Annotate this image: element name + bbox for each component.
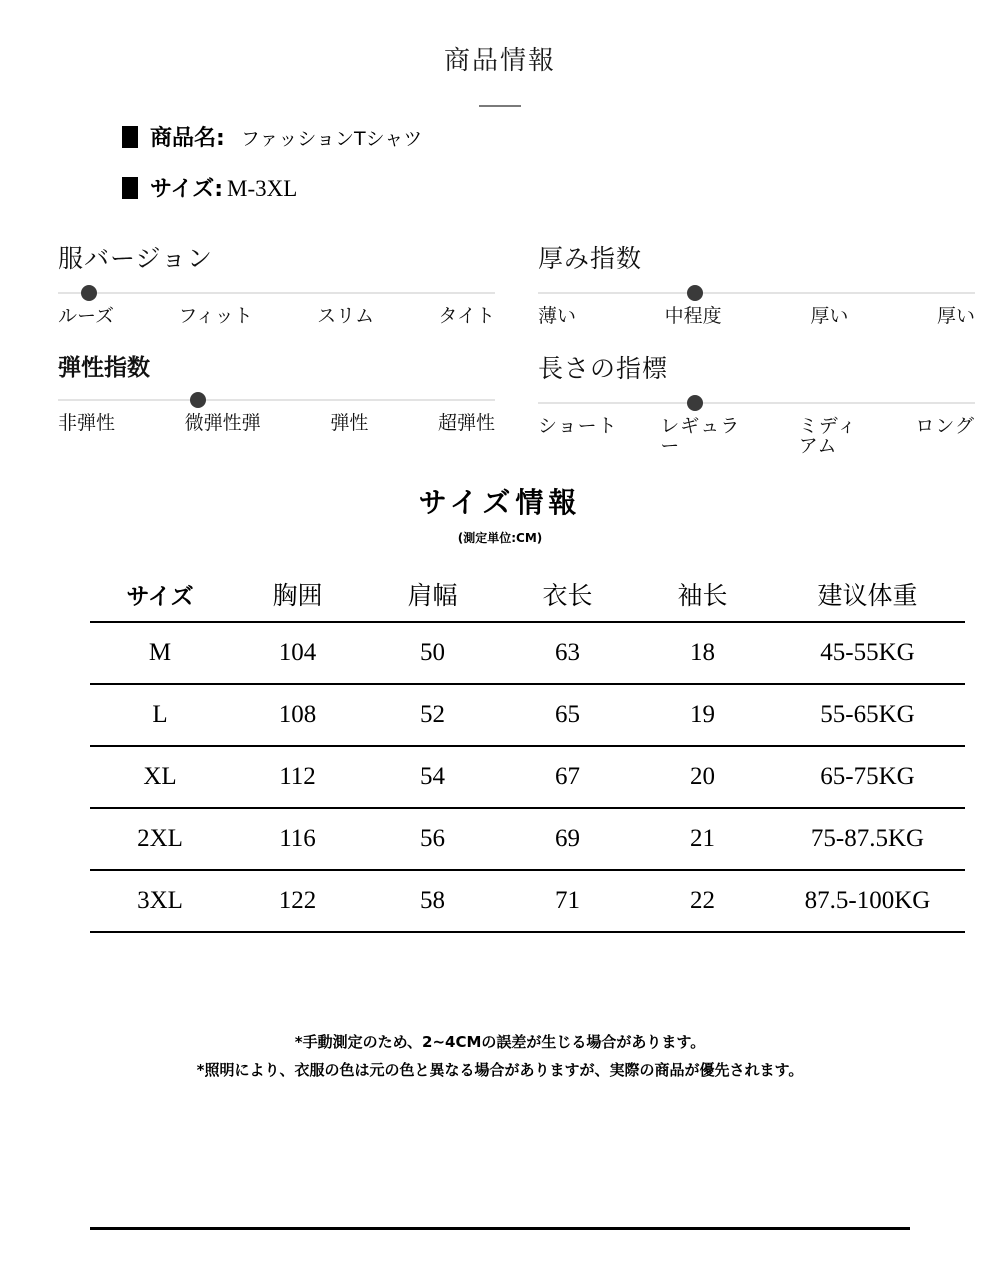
- slider-tick: 薄い: [538, 306, 577, 327]
- slider-tick: スリム: [317, 306, 375, 327]
- spec-label-product-name: 商品名:: [150, 126, 225, 151]
- cell-value: 122: [230, 870, 365, 932]
- column-header-length: 衣长: [500, 572, 635, 622]
- cell-value: 104: [230, 622, 365, 684]
- slider-ticks-elasticity-index: [58, 414, 495, 434]
- spec-row-product-name: [122, 121, 1000, 152]
- slider-knob-elasticity-index[interactable]: [190, 392, 206, 408]
- slider-track-clothing-version[interactable]: [58, 285, 495, 301]
- cell-value: 63: [500, 622, 635, 684]
- cell-value: 116: [230, 808, 365, 870]
- slider-track-thickness-index[interactable]: [538, 285, 975, 301]
- column-header-shoulder: 肩幅: [365, 572, 500, 622]
- slider-group-thickness-index: [538, 239, 975, 327]
- note-measurement-tolerance: *手動測定のため、2~4CMの誤差が生じる場合があります。: [294, 1032, 706, 1051]
- slider-track-elasticity-index[interactable]: [58, 392, 495, 408]
- slider-knob-length-index[interactable]: [687, 395, 703, 411]
- column-header-size: サイズ: [90, 572, 230, 622]
- size-info-unit-note: (測定単位:CM): [457, 530, 543, 545]
- table-row: [90, 870, 965, 932]
- table-row: [90, 746, 965, 808]
- cell-value: 45-55KG: [770, 622, 965, 684]
- cell-value: 67: [500, 746, 635, 808]
- cell-size: XL: [90, 746, 230, 808]
- attribute-sliders: [0, 239, 1000, 457]
- cell-value: 54: [365, 746, 500, 808]
- spec-value-size-range: M-3XL: [227, 176, 298, 201]
- column-header-sleeve: 袖长: [635, 572, 770, 622]
- slider-rail: [538, 292, 975, 294]
- table-row: [90, 808, 965, 870]
- slider-track-length-index[interactable]: [538, 395, 975, 411]
- slider-tick: フィット: [178, 306, 253, 327]
- slider-tick: 厚い: [936, 306, 975, 327]
- spec-value-product-name: ファッションTシャツ: [240, 128, 423, 150]
- slider-rail: [58, 292, 495, 294]
- page-title: 商品情報: [443, 46, 556, 75]
- footer-notes: [0, 1029, 1000, 1085]
- spec-label-size-range: サイズ:: [150, 177, 224, 202]
- cell-value: 21: [635, 808, 770, 870]
- cell-size: 2XL: [90, 808, 230, 870]
- cell-size: L: [90, 684, 230, 746]
- size-table-container: [90, 572, 931, 933]
- slider-tick: タイト: [438, 306, 495, 327]
- size-info-header: [0, 481, 1000, 546]
- slider-knob-clothing-version[interactable]: [81, 285, 97, 301]
- slider-group-clothing-version: [58, 239, 495, 327]
- cell-value: 19: [635, 684, 770, 746]
- size-table: [90, 572, 965, 933]
- cell-value: 18: [635, 622, 770, 684]
- cell-value: 108: [230, 684, 365, 746]
- spec-row-size-range: [122, 172, 1000, 203]
- cell-size: M: [90, 622, 230, 684]
- cell-value: 65-75KG: [770, 746, 965, 808]
- slider-group-elasticity-index: [58, 349, 495, 457]
- slider-tick: ショート: [538, 415, 618, 437]
- slider-ticks-thickness-index: [538, 307, 975, 327]
- slider-ticks-length-index: [538, 417, 975, 457]
- slider-tick: ロング: [915, 415, 975, 437]
- slider-ticks-clothing-version: [58, 307, 495, 327]
- cell-value: 56: [365, 808, 500, 870]
- cell-value: 50: [365, 622, 500, 684]
- slider-group-length-index: [538, 349, 975, 457]
- slider-rail: [58, 399, 495, 401]
- slider-label-thickness-index: 厚み指数: [538, 246, 643, 273]
- note-color-disclaimer: *照明により、衣服の色は元の色と異なる場合がありますが、実際の商品が優先されます。: [196, 1060, 804, 1079]
- cell-value: 71: [500, 870, 635, 932]
- title-divider: [479, 105, 521, 107]
- size-info-heading: サイズ情報: [418, 485, 582, 519]
- cell-value: 65: [500, 684, 635, 746]
- slider-tick: 厚い: [810, 306, 849, 327]
- cell-value: 75-87.5KG: [770, 808, 965, 870]
- slider-tick: ルーズ: [58, 306, 115, 327]
- cell-size: 3XL: [90, 870, 230, 932]
- slider-knob-thickness-index[interactable]: [687, 285, 703, 301]
- slider-tick: 弾性: [330, 412, 369, 434]
- cell-value: 55-65KG: [770, 684, 965, 746]
- slider-tick: レギュラー: [660, 415, 741, 457]
- size-table-body: [90, 622, 965, 932]
- square-bullet-icon: [122, 177, 138, 199]
- cell-value: 87.5-100KG: [770, 870, 965, 932]
- column-header-chest: 胸囲: [230, 572, 365, 622]
- square-bullet-icon: [122, 126, 138, 148]
- slider-tick: 超弾性: [437, 412, 495, 434]
- product-spec-block: [0, 121, 1000, 203]
- slider-tick: ミディアム: [798, 415, 858, 457]
- slider-tick: 中程度: [664, 306, 722, 327]
- column-header-weight: 建议体重: [770, 572, 965, 622]
- table-header-row: [90, 572, 965, 622]
- slider-rail: [538, 402, 975, 404]
- cell-value: 58: [365, 870, 500, 932]
- slider-label-clothing-version: 服バージョン: [58, 246, 214, 273]
- slider-label-elasticity-index: 弾性指数: [58, 354, 150, 381]
- cell-value: 20: [635, 746, 770, 808]
- slider-label-length-index: 長さの指標: [538, 355, 669, 383]
- slider-tick: 非弾性: [58, 412, 116, 434]
- cell-value: 22: [635, 870, 770, 932]
- table-row: [90, 622, 965, 684]
- cell-value: 69: [500, 808, 635, 870]
- table-row: [90, 684, 965, 746]
- bottom-divider: [90, 1227, 910, 1230]
- slider-tick: 微弾性弾: [184, 412, 261, 434]
- cell-value: 52: [365, 684, 500, 746]
- cell-value: 112: [230, 746, 365, 808]
